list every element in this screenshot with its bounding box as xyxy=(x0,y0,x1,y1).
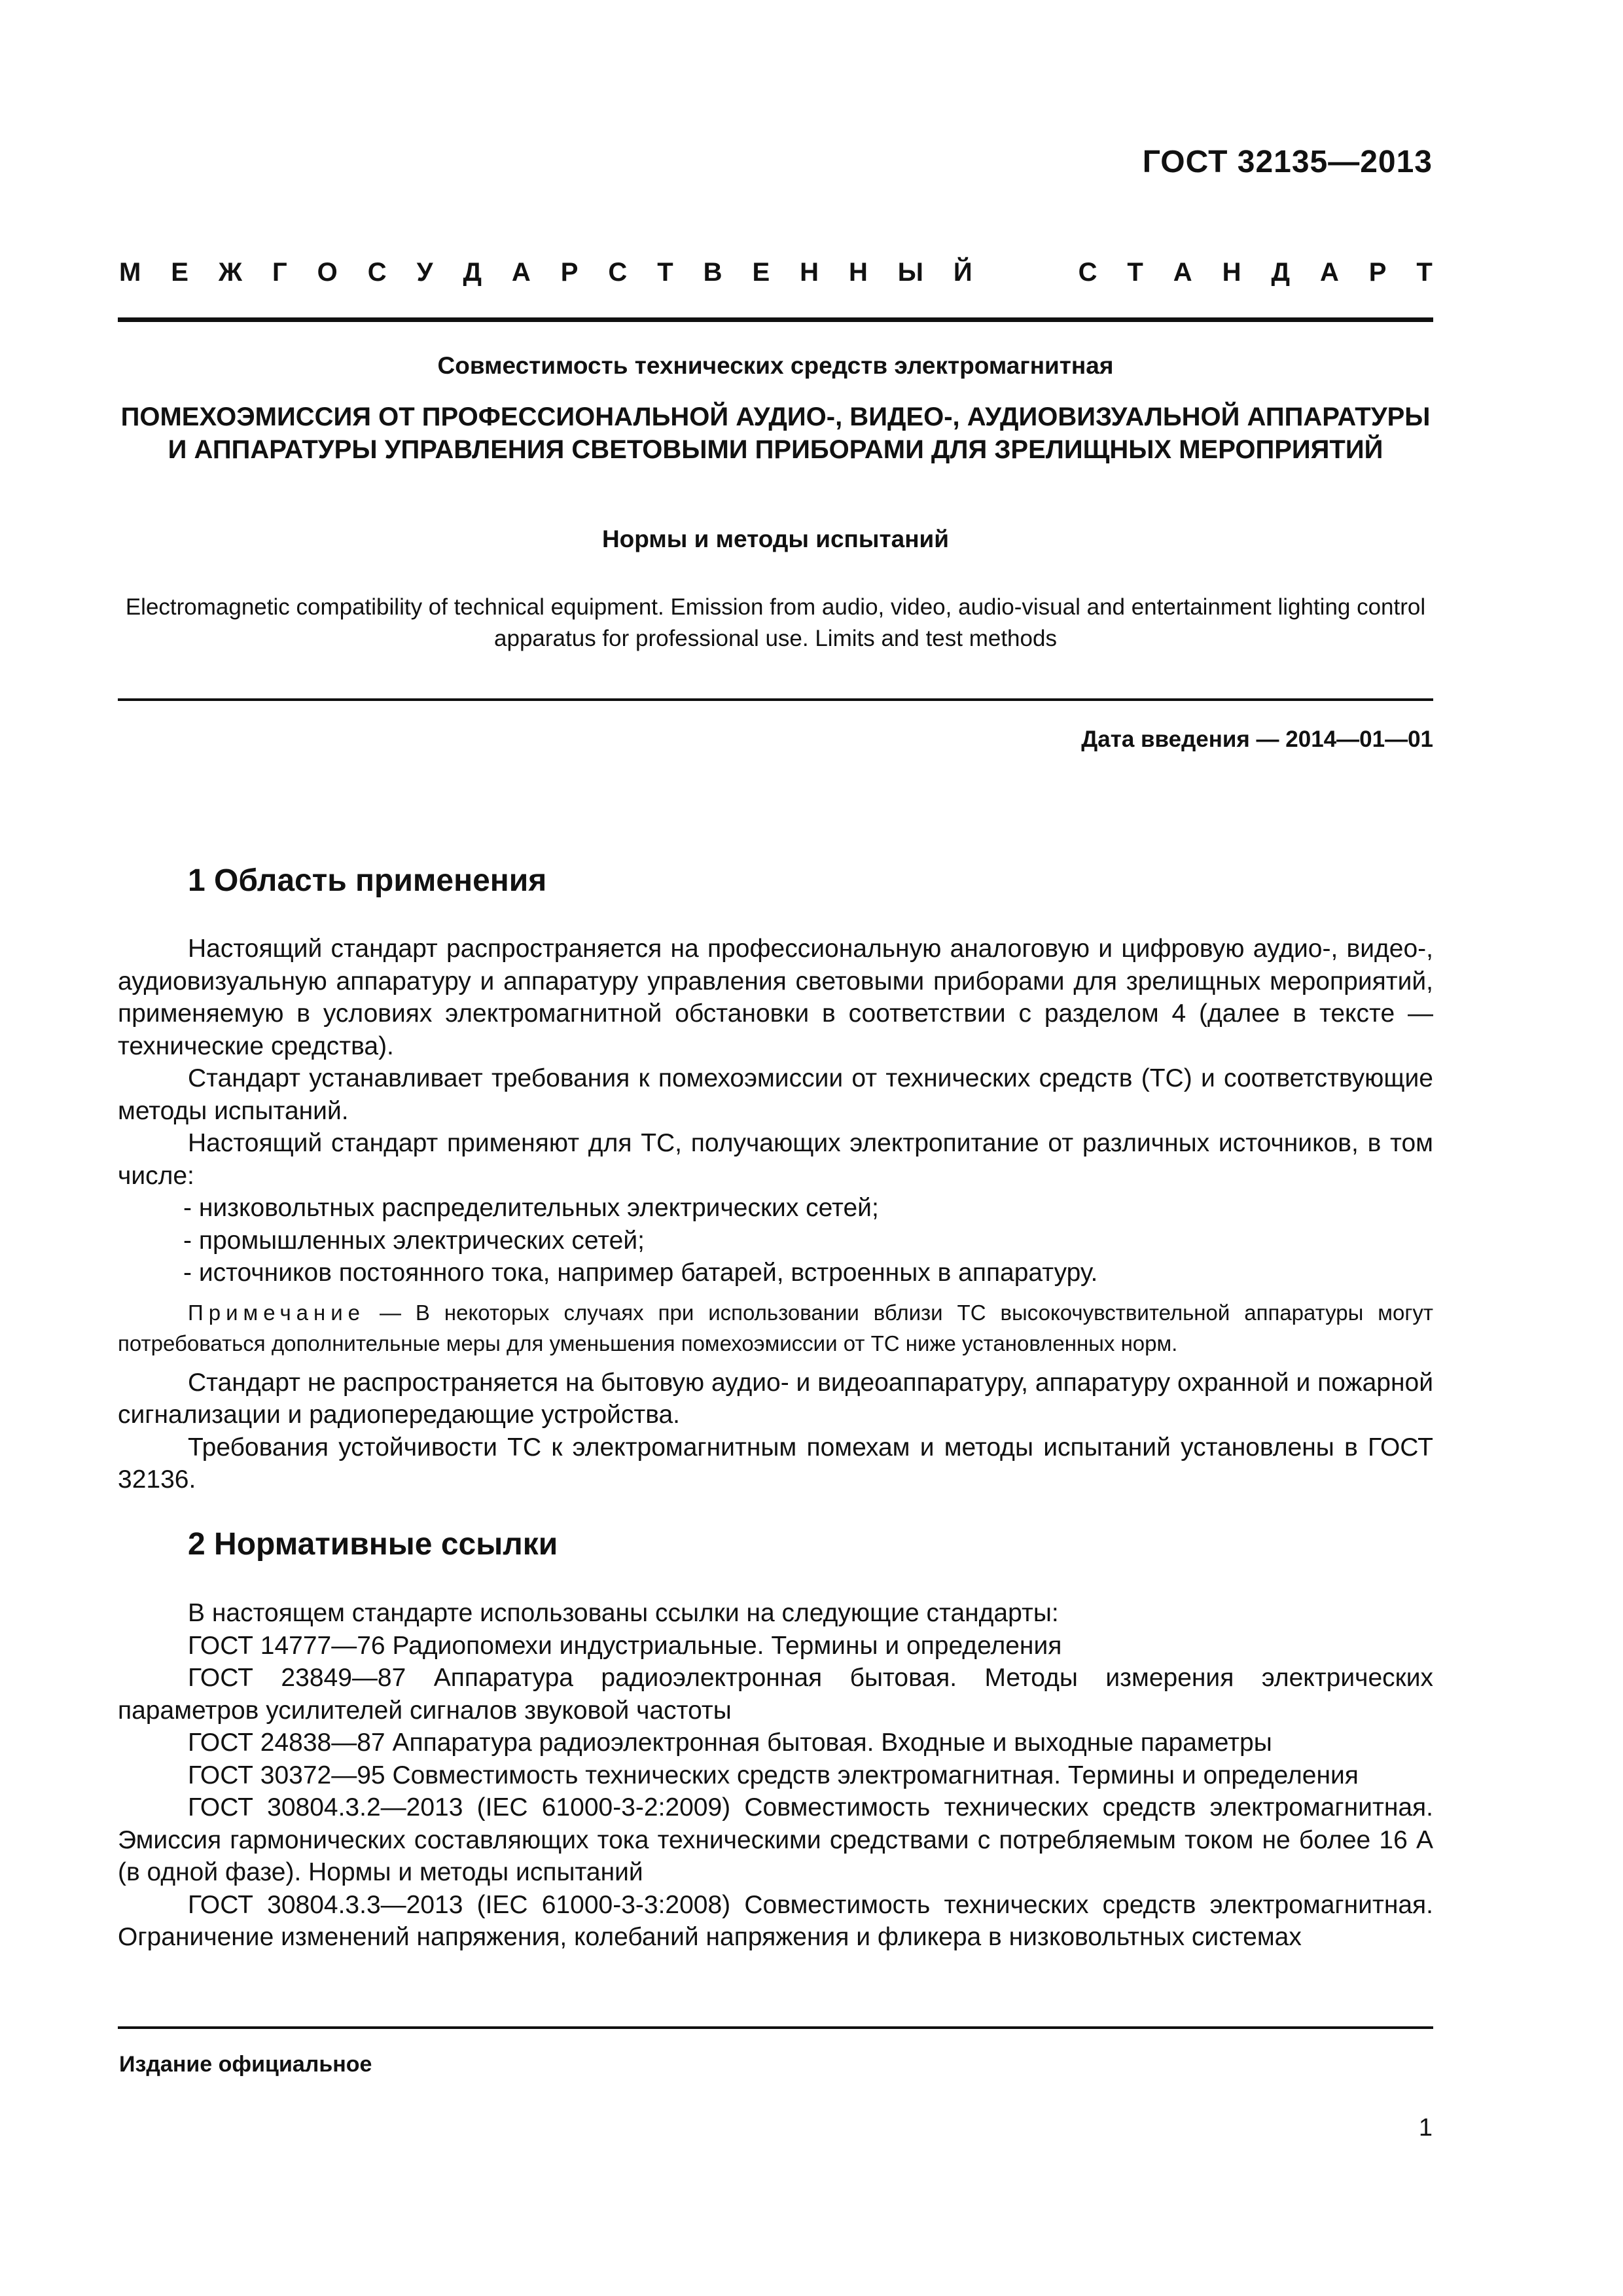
main-title: ПОМЕХОЭМИССИЯ ОТ ПРОФЕССИОНАЛЬНОЙ АУДИО-, ВИДЕО-, АУДИОВИЗУАЛЬНОЙ АППАРАТУРЫ И АППАРАТУРЫ УПРАВЛЕНИЯ СВЕТОВЫМИ ПРИБОРАМИ ДЛЯ ЗРЕЛИЩНЫХ МЕРОПРИЯТИЙ xyxy=(120,403,1431,464)
title-rule xyxy=(118,698,1433,701)
standard-banner xyxy=(119,258,1433,287)
banner-letter: В xyxy=(703,258,722,287)
banner-letter: Р xyxy=(1368,258,1387,287)
section1-paragraph: Стандарт устанавливает требования к помехоэмиссии от технических средств (ТС) и соответствующие методы испытаний. xyxy=(118,1064,1433,1125)
intro-date: Дата введения — 2014—01—01 xyxy=(1081,726,1433,752)
banner-letter: Н xyxy=(1222,258,1241,287)
reference-item: ГОСТ 30804.3.2—2013 (IEC 61000-3-2:2009) Совместимость технических средств электромагнитная. Эмиссия гармонических составляющих тока техническими средствами с потребляемым током не более 16 А (в одной фазе). Нормы и методы испытаний xyxy=(118,1793,1433,1886)
section1-paragraph: Настоящий стандарт применяют для ТС, получающих электропитание от различных источников, в том числе: xyxy=(118,1129,1433,1190)
banner-letter: Р xyxy=(560,258,579,287)
banner-letter: С xyxy=(608,258,628,287)
banner-letter: А xyxy=(1319,258,1339,287)
section2-body xyxy=(118,1597,1433,1954)
banner-letter: М xyxy=(119,258,141,287)
page-number: 1 xyxy=(1418,2114,1433,2142)
banner-letter: У xyxy=(416,258,433,287)
title-subtitle: Совместимость технических средств электромагнитная xyxy=(437,352,1114,379)
banner-letter: Н xyxy=(800,258,819,287)
reference-item: ГОСТ 14777—76 Радиопомехи индустриальные. Термины и определения xyxy=(188,1631,1062,1660)
banner-letter: Д xyxy=(1271,258,1290,287)
english-title: Electromagnetic compatibility of technical equipment. Emission from audio, video, audio-visual and entertainment lighting control apparatus for professional use. Limits and test methods xyxy=(125,594,1426,651)
edition-label: Издание официальное xyxy=(119,2052,372,2077)
section2-heading: 2 Нормативные ссылки xyxy=(188,1527,558,1562)
section1-heading: 1 Область применения xyxy=(188,863,547,898)
note-text: — В некоторых случаях при использовании вблизи ТС высокочувствительной аппаратуры могут потребоваться дополнительные меры для уменьшения помехоэмиссии от ТС ниже установленных норм. xyxy=(118,1300,1433,1355)
list-item: - промышленных электрических сетей; xyxy=(183,1226,645,1255)
banner-letter: Д xyxy=(463,258,482,287)
note xyxy=(118,1297,1433,1359)
banner-letter: Н xyxy=(848,258,868,287)
section1-paragraph: Требования устойчивости ТС к электромагнитным помехам и методы испытаний установлены в ГОСТ 32136. xyxy=(118,1433,1433,1494)
section1-paragraph: Стандарт не распространяется на бытовую аудио- и видеоаппаратуру, аппаратуру охранной и пожарной сигнализации и радиопередающие устройства. xyxy=(118,1368,1433,1429)
banner-letter: Й xyxy=(953,258,972,287)
banner-letter: С xyxy=(1078,258,1097,287)
section2-intro: В настоящем стандарте использованы ссылки на следующие стандарты: xyxy=(188,1599,1059,1627)
reference-item: ГОСТ 23849—87 Аппаратура радиоэлектронная бытовая. Методы измерения электрических параметров усилителей сигналов звуковой частоты xyxy=(118,1664,1433,1725)
reference-item: ГОСТ 24838—87 Аппаратура радиоэлектронная бытовая. Входные и выходные параметры xyxy=(188,1729,1272,1757)
title-subtitle-methods: Нормы и методы испытаний xyxy=(601,526,950,552)
list-item: - источников постоянного тока, например батарей, встроенных в аппаратуру. xyxy=(183,1259,1098,1287)
section1-paragraph: Настоящий стандарт распространяется на профессиональную аналоговую и цифровую аудио-, видео-, аудиовизуальную аппаратуру и аппаратуру управления световыми приборами для зрелищных мероприятий, применяемую в условиях электромагнитной обстановки в соответствии с разделом 4 (далее в тексте — технические средства). xyxy=(118,935,1433,1060)
banner-letter: Ы xyxy=(897,258,923,287)
banner-letter: А xyxy=(1173,258,1192,287)
banner-letter: Т xyxy=(657,258,673,287)
section1-body xyxy=(118,933,1433,1496)
banner-letter: Ж xyxy=(218,258,243,287)
banner-letter: Г xyxy=(272,258,287,287)
banner-letter: Е xyxy=(752,258,770,287)
reference-item: ГОСТ 30804.3.3—2013 (IEC 61000-3-3:2008) Совместимость технических средств электромагнитная. Ограничение изменений напряжения, колебаний напряжения и фликера в низковольтных системах xyxy=(118,1890,1433,1951)
header-rule xyxy=(118,317,1433,322)
banner-letter: А xyxy=(511,258,531,287)
note-label: Примечание xyxy=(188,1300,366,1325)
document-code: ГОСТ 32135—2013 xyxy=(1142,145,1433,179)
banner-letter: Т xyxy=(1416,258,1433,287)
banner-letter: Т xyxy=(1127,258,1143,287)
footer-rule xyxy=(118,2026,1433,2029)
list-item: - низковольтных распределительных электрических сетей; xyxy=(183,1194,879,1222)
banner-letter: О xyxy=(317,258,338,287)
banner-gap xyxy=(1003,258,1048,287)
reference-item: ГОСТ 30372—95 Совместимость технических средств электромагнитная. Термины и определения xyxy=(188,1761,1359,1789)
banner-letter: Е xyxy=(171,258,188,287)
banner-letter: С xyxy=(367,258,387,287)
